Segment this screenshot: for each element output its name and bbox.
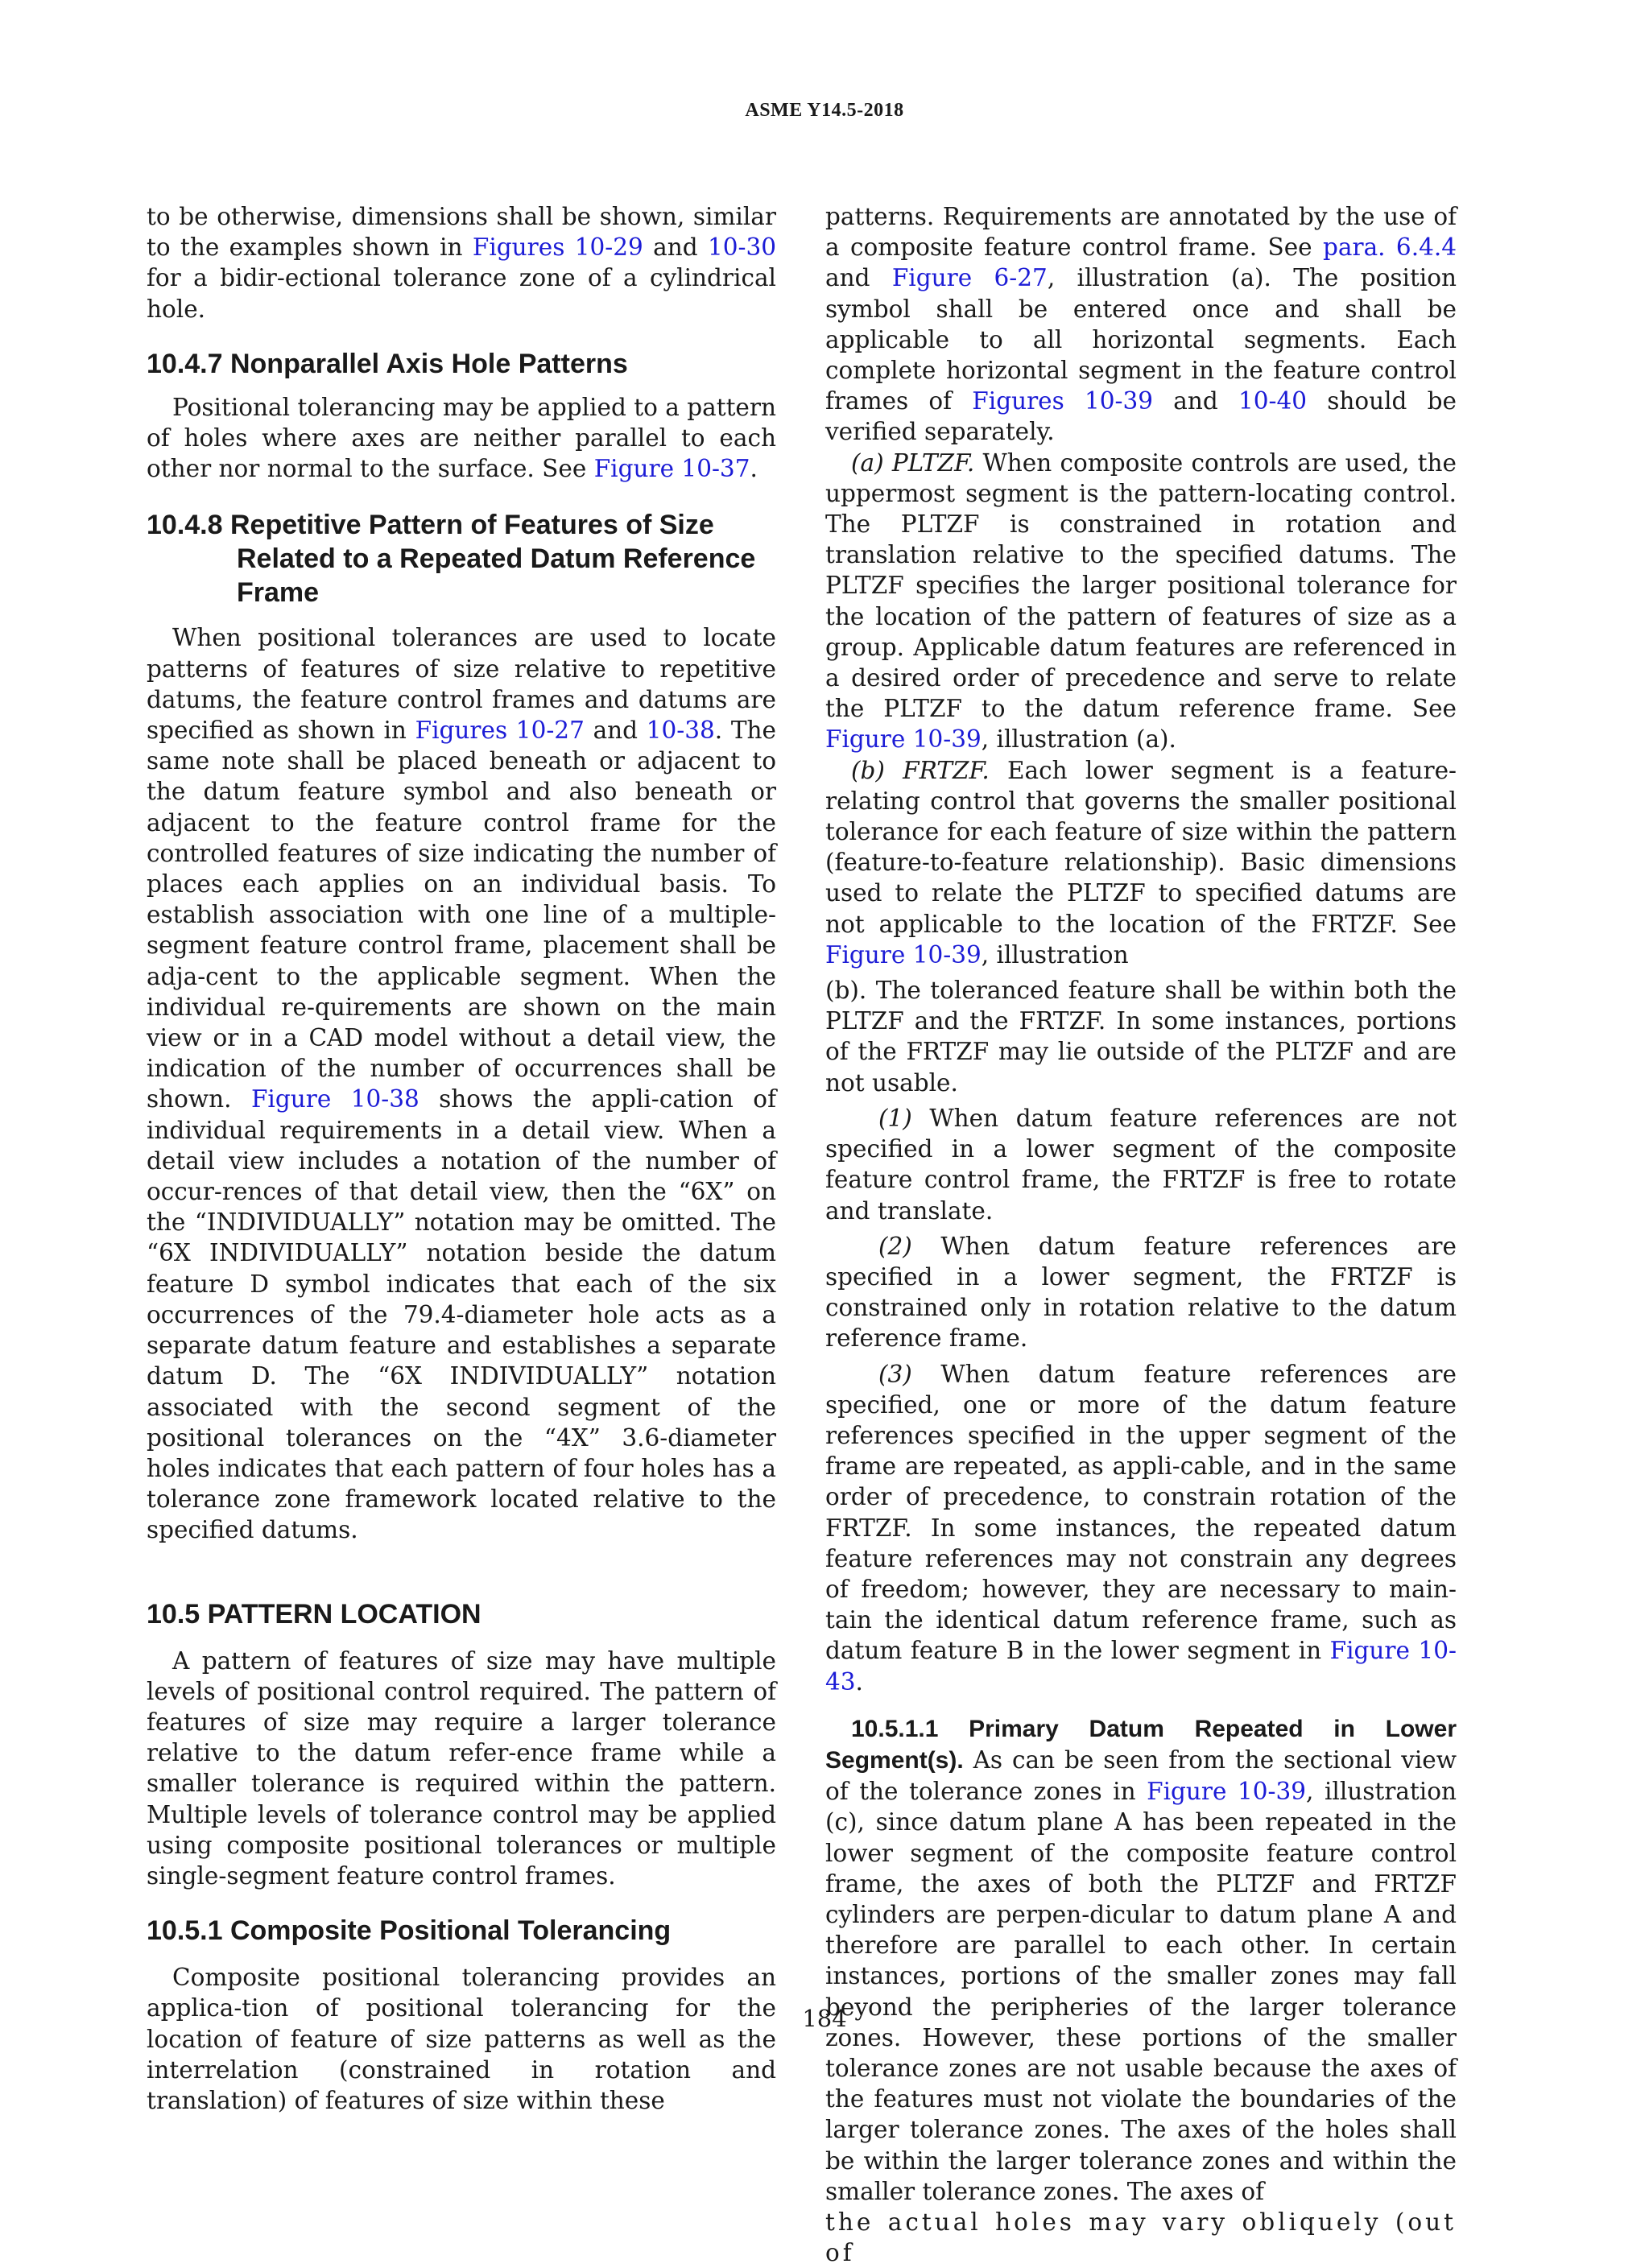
figure-link[interactable]: 10-30 (707, 233, 776, 262)
heading-10-5: 10.5 PATTERN LOCATION (147, 1598, 481, 1630)
paragraph-10-5-1: Composite positional tolerancing provides an applica-tion of positional tolerancing for the location of feature of size patterns as well as the interrelation (constrained in rotation and translation) of features of size within these (147, 1964, 776, 2114)
figure-link[interactable]: Figures 10-39 (972, 387, 1154, 415)
figure-link[interactable]: Figures 10-27 (415, 717, 585, 745)
paragraph-continuation: to be otherwise, dimensions shall be shown, similar to the examples shown in Figures 10-29 and 10-30 for a bidir-ectional tolerance zone of a cylindrical hole. (147, 203, 776, 323)
paragraph-10-5: A pattern of features of size may have multiple levels of positional control required. The pattern of features of size may require a larger tolerance relative to the datum refer-ence frame while a smaller tolerance is required within the pattern. Multiple levels of tolerance control may be applied using composite positional tolerances or multiple single-segment feature control frames. (147, 1646, 776, 1890)
heading-10-4-7: 10.4.7 Nonparallel Axis Hole Patterns (147, 348, 628, 379)
figure-link[interactable]: Figure 10-38 (250, 1085, 419, 1113)
left-column (147, 201, 776, 2116)
paragraph-10-4-8: When positional tolerances are used to locate patterns of features of size relative to repetitive datums, the feature control frames and datums are specified as shown in Figures 10-27 and 10-38. The same note shall be placed beneath or adjacent to the datum feature symbol and also beneath or adjacent to the feature control frame for the controlled features of size indicating the number of places each applies on an individual basis. To establish association with one line of a multiple-segment feature control frame, placement shall be adja-cent to the applicable segment. When the individual re-quirements are shown on the main view or in a CAD model without a detail view, the indication of the number of occurrences shall be shown. Figure 10-38 shows the appli-cation of individual requirements in a detail view. When a detail view includes a notation of the number of occur-rences of that detail view, then the “6X” on the “INDIVIDUALLY” notation may be omitted. The “6X INDIVIDUALLY” notation beside the datum feature D symbol indicates that each of the six occurrences of the 79.4-diameter hole acts as a separate datum feature and establishes a separate datum D. The “6X INDIVIDUALLY” notation associated with the second segment of the positional tolerances on the “4X” 3.6-diameter holes indicates that each pattern of four holes has a tolerance zone framework located relative to the specified datums. (147, 624, 777, 1544)
paragraph-10-5-1-1: 10.5.1.1 Primary Datum Repeated in Lower Segment(s). As can be seen from the sectional view of the tolerance zones in Figure 10-39, illustration (c), since datum plane A has been repeated in the lower segment of the composite feature control frame, the axes of both the PLTZF and FRTZF cylinders are perpen-dicular to datum plane A and therefore are parallel to each other. In certain instances, portions of the smaller zones may fall beyond the peripheries of the larger tolerance zones. However, these portions of the smaller tolerance zones are not usable because the axes of the features must not violate the boundaries of the larger tolerance zones. The axes of the holes shall be within the larger tolerance zones and within the smaller tolerance zones. The axes of (825, 1715, 1457, 2205)
figure-link[interactable]: Figure 10-39 (1147, 1778, 1307, 1806)
heading-10-5-1: 10.5.1 Composite Positional Tolerancing (147, 1915, 672, 1947)
figure-link[interactable]: Figure 10-37 (593, 455, 750, 483)
figure-link[interactable]: 10-40 (1238, 387, 1307, 415)
heading-10-5-1-1: 10.5.1.1 Primary Datum Repeated in Lower Segment(s). (825, 1715, 1457, 1774)
paragraph-10-4-7: Positional tolerancing may be applied to a pattern of holes where axes are neither parallel to each other nor normal to the surface. See Figure 10-37. (147, 393, 776, 483)
figure-link[interactable]: Figure 10-43 (825, 1637, 1457, 1696)
paragraph-frtzf-cont: (b). The toleranced feature shall be within both the PLTZF and the FRTZF. In some instances, portions of the FRTZF may lie outside of the PLTZF and are not usable. (825, 977, 1457, 1097)
paragraph-item-3: (3) When datum feature references are specified, one or more of the datum feature references specified in the upper segment of the frame are repeated, as appli-cable, and in the same order of precedence, to constrain rotation of the FRTZF. In some instances, the repeated datum feature references may not constrain any degrees of freedom; however, they are necessary to main-tain the identical datum reference frame, such as datum feature B in the lower segment in Figure 10-43. (825, 1360, 1457, 1696)
paragraph-item-2: (2) When datum feature references are specified in a lower segment, the FRTZF is constrained only in rotation relative to the datum reference frame. (825, 1232, 1457, 1353)
paragraph-continuation: patterns. Requirements are annotated by the use of a composite feature control frame. See para. 6.4.4 and Figure 6-27, illustration (a). The position symbol shall be entered once and shall be applicable to all horizontal segments. Each complete horizontal segment in the feature control frames of Figures 10-39 and 10-40 should be verified separately. (825, 203, 1457, 446)
paragraph-last-line: the actual holes may vary obliquely (out of (825, 2208, 1457, 2267)
para-link[interactable]: para. 6.4.4 (1323, 233, 1457, 262)
paragraph-pltzf: (a) PLTZF. When composite controls are used, the uppermost segment is the pattern-locating control. The PLTZF is constrained in rotation and translation relative to the specified datums. The PLTZF specifies the larger positional tolerance for the location of the pattern of features of size as a group. Applicable datum features are referenced in a desired order of precedence and serve to relate the PLTZF to the datum reference frame. See Figure 10-39, illustration (a). (825, 448, 1457, 754)
figure-link[interactable]: Figure 10-39 (825, 940, 982, 969)
figure-link[interactable]: Figures 10-29 (472, 233, 643, 262)
running-header: ASME Y14.5-2018 (745, 100, 904, 121)
paragraph-item-1: (1) When datum feature references are not specified in a lower segment of the composite feature control frame, the FRTZF is free to rotate and translate. (825, 1104, 1457, 1225)
figure-link[interactable]: Figure 10-39 (825, 725, 982, 754)
figure-link[interactable]: Figure 6-27 (891, 264, 1048, 292)
heading-10-4-8: 10.4.8 Repetitive Pattern of Features of Size Related to a Repeated Datum Reference Frame (147, 510, 756, 609)
figure-link[interactable]: 10-38 (646, 717, 715, 745)
page-number: 184 (802, 2005, 847, 2032)
paragraph-frtzf: (b) FRTZF. Each lower segment is a feature-relating control that governs the smaller positional tolerance for each feature of size within the pattern (feature-to-feature relationship). Basic dimensions used to relate the PLTZF to specified datums are not applicable to the location of the FRTZF. See Figure 10-39, illustration (825, 756, 1457, 969)
right-column (825, 201, 1457, 2268)
